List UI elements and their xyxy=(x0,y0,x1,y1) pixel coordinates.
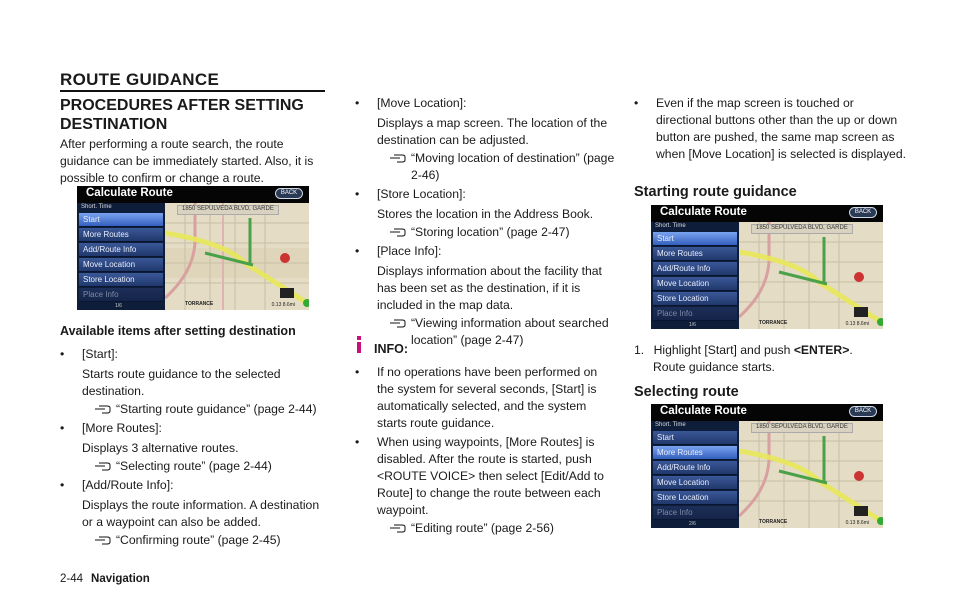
cross-reference[interactable] xyxy=(82,532,328,549)
item-label: [Place Info]: xyxy=(377,244,442,258)
item-description: Starts route guidance to the selected destination. xyxy=(82,367,281,398)
page-indicator: 1/6 xyxy=(115,303,122,309)
available-items-heading: Available items after setting destination xyxy=(60,324,296,338)
page-indicator: 1/6 xyxy=(689,322,696,328)
menu-add-route-info[interactable]: Add/Route Info xyxy=(653,461,737,475)
menu-move-location[interactable]: Move Location xyxy=(79,258,163,272)
note-list xyxy=(634,95,909,163)
item-description: Displays 3 alternative routes. xyxy=(82,441,239,455)
more-items-list xyxy=(355,95,617,349)
city-label: TORRANCE xyxy=(759,519,788,525)
screen-title-bar xyxy=(651,205,883,222)
step-text-end: . xyxy=(849,343,853,357)
pointing-hand-icon xyxy=(389,226,407,238)
bullet: • xyxy=(355,244,360,258)
pointing-hand-icon xyxy=(94,403,112,415)
info-text: When using waypoints, [More Routes] is disabled. After the route is started, push <ROUTE VOICE> then select [Edit/Add to Route] to change the route between each waypoint. xyxy=(377,435,604,517)
page-indicator: 2/6 xyxy=(689,521,696,527)
menu-store-location[interactable]: Store Location xyxy=(79,273,163,287)
bullet: • xyxy=(634,96,639,110)
cross-reference[interactable] xyxy=(377,224,617,241)
menu-add-route-info[interactable]: Add/Route Info xyxy=(79,243,163,257)
route-menu xyxy=(651,222,739,329)
screen-title: Calculate Route xyxy=(660,405,747,417)
reference-text: “Storing location” (page 2-47) xyxy=(411,225,570,239)
screen-title: Calculate Route xyxy=(86,187,173,199)
address-bar: 1850 SEPULVEDA BLVD, GARDE xyxy=(751,423,853,433)
intro-paragraph: After performing a route search, the route guidance can be immediately started. Also, it is possible to confirm or change a route. xyxy=(60,137,314,185)
menu-start[interactable]: Start xyxy=(653,232,737,246)
item-label: [More Routes]: xyxy=(82,421,162,435)
menu-add-route-info[interactable]: Add/Route Info xyxy=(653,262,737,276)
reference-text: “Confirming route” (page 2-45) xyxy=(116,533,281,547)
menu-start[interactable]: Start xyxy=(653,431,737,445)
map-drawing xyxy=(739,421,883,528)
item-description: Displays the route information. A destination or a waypoint can also be added. xyxy=(82,498,320,529)
screen-title-bar xyxy=(77,186,309,203)
step-1 xyxy=(634,342,909,376)
pointing-hand-icon xyxy=(94,534,112,546)
item-description: Displays a map screen. The location of the destination can be adjusted. xyxy=(377,116,608,147)
menu-move-location[interactable]: Move Location xyxy=(653,476,737,490)
scale-readout: 0.13 8.6mi xyxy=(845,520,869,526)
step-result: Route guidance starts. xyxy=(653,360,775,374)
page-number: 2-44 xyxy=(60,573,84,585)
scale-readout: 0.13 8.6mi xyxy=(271,302,295,308)
heading-selecting-route: Selecting route xyxy=(634,384,739,400)
menu-store-location[interactable]: Store Location xyxy=(653,491,737,505)
pointing-hand-icon xyxy=(389,317,407,329)
list-item xyxy=(355,434,617,537)
short-time-label: Short. Time xyxy=(655,422,686,428)
step-text: Highlight [Start] and push xyxy=(653,343,794,357)
item-label: [Store Location]: xyxy=(377,187,466,201)
cross-reference[interactable] xyxy=(377,520,617,537)
screen-title: Calculate Route xyxy=(660,206,747,218)
item-label: [Start]: xyxy=(82,347,118,361)
cross-reference[interactable] xyxy=(377,150,617,184)
bullet: • xyxy=(60,478,65,492)
city-label: TORRANCE xyxy=(185,301,214,307)
bullet: • xyxy=(60,421,65,435)
short-time-label: Short. Time xyxy=(655,223,686,229)
bullet: • xyxy=(355,435,360,449)
item-description: Displays information about the facility that has been set as the destination, if it is included in the map data. xyxy=(377,264,602,312)
route-menu xyxy=(77,203,165,310)
short-time-label: Short. Time xyxy=(81,204,112,210)
enter-key: <ENTER> xyxy=(793,343,850,357)
menu-more-routes[interactable]: More Routes xyxy=(653,247,737,261)
section-divider xyxy=(60,90,325,92)
menu-start[interactable]: Start xyxy=(79,213,163,227)
heading-starting-route-guidance: Starting route guidance xyxy=(634,184,797,200)
available-items-list xyxy=(60,346,328,549)
cross-reference[interactable] xyxy=(377,315,617,349)
map-view[interactable] xyxy=(739,421,883,528)
cross-reference[interactable] xyxy=(82,458,328,475)
page-footer xyxy=(60,573,150,585)
screen-image-2 xyxy=(651,205,883,329)
page-title: PROCEDURES AFTER SETTING DESTINATION xyxy=(60,97,304,133)
step-number: 1. xyxy=(634,343,645,357)
info-list xyxy=(355,364,617,537)
info-label: INFO: xyxy=(374,342,409,356)
note-text: Even if the map screen is touched or directional buttons other than the up or down button are pushed, the same map screen as when [Move Location] is selected is displayed. xyxy=(656,96,906,161)
bullet: • xyxy=(355,187,360,201)
map-drawing xyxy=(739,222,883,329)
back-button[interactable]: BACK xyxy=(849,406,877,417)
item-label: [Move Location]: xyxy=(377,96,467,110)
screen-title-bar xyxy=(651,404,883,421)
list-item xyxy=(60,346,328,418)
menu-place-info[interactable]: Place Info xyxy=(79,288,163,302)
list-item xyxy=(60,477,328,549)
menu-move-location[interactable]: Move Location xyxy=(653,277,737,291)
menu-place-info[interactable]: Place Info xyxy=(653,506,737,520)
reference-text: “Viewing information about searched location” (page 2-47) xyxy=(411,316,609,347)
list-item xyxy=(60,420,328,475)
scale-readout: 0.13 8.6mi xyxy=(845,321,869,327)
list-item xyxy=(355,95,617,184)
list-item xyxy=(355,186,617,241)
reference-text: “Starting route guidance” (page 2-44) xyxy=(116,402,317,416)
bullet: • xyxy=(355,96,360,110)
info-text: If no operations have been performed on the system for several seconds, [Start] is automatically selected, and the system starts route guidance. xyxy=(377,365,598,430)
map-view[interactable] xyxy=(739,222,883,329)
address-bar: 1850 SEPULVEDA BLVD, GARDE xyxy=(177,205,279,215)
map-drawing xyxy=(165,203,309,310)
reference-text: “Selecting route” (page 2-44) xyxy=(116,459,272,473)
item-description: Stores the location in the Address Book. xyxy=(377,207,594,221)
address-bar: 1850 SEPULVEDA BLVD, GARDE xyxy=(751,224,853,234)
menu-store-location[interactable]: Store Location xyxy=(653,292,737,306)
reference-text: “Moving location of destination” (page 2-46) xyxy=(411,151,615,182)
bullet: • xyxy=(355,365,360,379)
map-view[interactable] xyxy=(165,203,309,310)
item-label: [Add/Route Info]: xyxy=(82,478,174,492)
back-button[interactable]: BACK xyxy=(849,207,877,218)
info-icon xyxy=(355,336,367,353)
list-item xyxy=(355,243,617,349)
pointing-hand-icon xyxy=(94,460,112,472)
section-header: ROUTE GUIDANCE xyxy=(60,70,220,89)
screen-image-1 xyxy=(77,186,309,310)
screen-image-3 xyxy=(651,404,883,528)
route-menu xyxy=(651,421,739,528)
city-label: TORRANCE xyxy=(759,320,788,326)
pointing-hand-icon xyxy=(389,522,407,534)
reference-text: “Editing route” (page 2-56) xyxy=(411,521,554,535)
menu-more-routes[interactable]: More Routes xyxy=(653,446,737,460)
footer-section: Navigation xyxy=(91,573,150,585)
back-button[interactable]: BACK xyxy=(275,188,303,199)
list-item xyxy=(634,95,909,163)
pointing-hand-icon xyxy=(389,152,407,164)
cross-reference[interactable] xyxy=(82,401,328,418)
menu-more-routes[interactable]: More Routes xyxy=(79,228,163,242)
menu-place-info[interactable]: Place Info xyxy=(653,307,737,321)
list-item xyxy=(355,364,617,432)
bullet: • xyxy=(60,347,65,361)
